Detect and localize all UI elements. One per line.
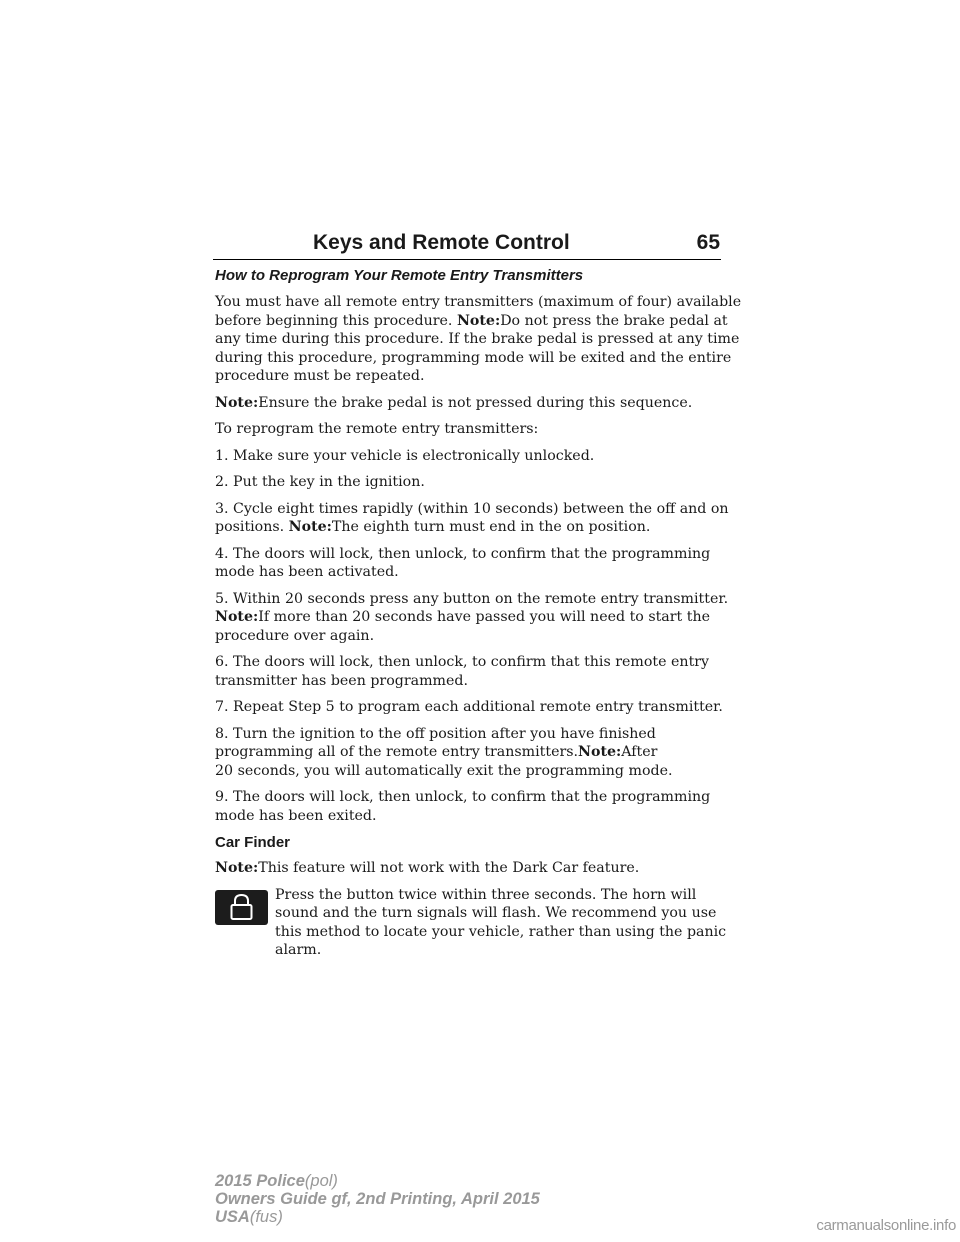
footer-edition: Owners Guide gf, 2nd Printing, April 2015: [215, 1190, 540, 1208]
document-footer: [215, 1172, 540, 1226]
intro-paragraph: [215, 293, 742, 386]
note-text: This feature will not work with the Dark Car feature.: [258, 860, 640, 876]
page-number: 65: [696, 231, 720, 254]
intro-line: during this procedure, programming mode will be exited and the entire: [215, 349, 732, 366]
step-line: 9. The doors will lock, then unlock, to confirm that the programming: [215, 789, 711, 805]
footer-line: [215, 1208, 540, 1226]
footer-line: [215, 1190, 540, 1208]
step-line-text: If more than 20 seconds have passed you will need to start the: [258, 609, 710, 625]
step-line: mode has been exited.: [215, 807, 377, 824]
note-label: Note:: [215, 860, 259, 876]
step-line: [215, 518, 725, 537]
step-line-text: The eighth turn must end in the on position.: [331, 519, 651, 535]
footer-market: USA: [215, 1208, 250, 1226]
lock-icon: [215, 890, 268, 925]
step-8: [215, 725, 725, 781]
step-line: 5. Within 20 seconds press any button on the remote entry transmitter.: [215, 590, 729, 607]
step-line: 8. Turn the ignition to the off position after you have finished: [215, 725, 656, 742]
car-finder-line: this method to locate your vehicle, rather than using the panic: [275, 923, 727, 940]
car-finder-description: [275, 886, 726, 960]
step-line: procedure over again.: [215, 627, 375, 644]
header-divider: [213, 259, 721, 260]
note-label: Note:: [288, 519, 332, 535]
car-finder-title: Car Finder: [215, 834, 291, 851]
steps-lead: To reprogram the remote entry transmitters:: [215, 421, 539, 437]
note-paragraph: [215, 394, 725, 413]
step-3: [215, 500, 729, 537]
step-line: 3. Cycle eight times rapidly (within 10 seconds) between the off and on: [215, 500, 729, 517]
footer-model-code: (pol): [304, 1172, 338, 1190]
section-title: How to Reprogram Your Remote Entry Transmitters: [215, 267, 584, 284]
step-1: 1. Make sure your vehicle is electronically unlocked.: [215, 447, 595, 464]
note-label: Note:: [578, 744, 622, 760]
step-2: 2. Put the key in the ignition.: [215, 474, 425, 490]
intro-line-text: before beginning this procedure.: [215, 312, 453, 329]
step-5: [215, 590, 729, 646]
step-line: 20 seconds, you will automatically exit the programming mode.: [215, 762, 673, 779]
step-4: [215, 545, 725, 582]
step-line: 6. The doors will lock, then unlock, to confirm that this remote entry: [215, 654, 710, 670]
note-label: Note:: [456, 312, 501, 329]
step-line-text: positions.: [215, 519, 285, 535]
step-line: [215, 608, 725, 627]
footer-line: [215, 1172, 540, 1190]
car-finder-note: [215, 859, 725, 878]
intro-line: procedure must be repeated.: [215, 368, 425, 384]
intro-line: [215, 312, 728, 331]
step-7: 7. Repeat Step 5 to program each additional remote entry transmitter.: [215, 699, 723, 715]
note-label: Note:: [215, 394, 259, 411]
car-finder-line: Press the button twice within three seconds. The horn will: [275, 886, 697, 903]
intro-line-text: Do not press the brake pedal at: [500, 312, 728, 329]
car-finder-line: sound and the turn signals will flash. We recommend you use: [275, 905, 717, 921]
step-9: [215, 788, 725, 825]
page-content: [215, 266, 742, 976]
step-line: transmitter has been programmed.: [215, 672, 468, 689]
step-line: mode has been activated.: [215, 564, 399, 580]
note-label: Note:: [215, 609, 259, 625]
intro-line: any time during this procedure. If the brake pedal is pressed at any time: [215, 331, 740, 347]
note-text: Ensure the brake pedal is not pressed during this sequence.: [258, 394, 693, 411]
watermark-text: carmanualsonline.info: [816, 1217, 956, 1234]
step-line: [215, 743, 725, 762]
car-finder-body: [215, 886, 725, 976]
intro-line: You must have all remote entry transmitters (maximum of four) available: [215, 294, 742, 310]
step-line-text: programming all of the remote entry transmitters.: [215, 744, 579, 760]
car-finder-line: alarm.: [275, 942, 322, 958]
step-line-text: After: [621, 744, 658, 760]
step-line: 4. The doors will lock, then unlock, to confirm that the programming: [215, 545, 711, 562]
step-6: [215, 653, 725, 690]
footer-market-code: (fus): [249, 1208, 283, 1226]
page-header-title: Keys and Remote Control: [313, 231, 570, 254]
footer-model: 2015 Police: [215, 1172, 305, 1190]
